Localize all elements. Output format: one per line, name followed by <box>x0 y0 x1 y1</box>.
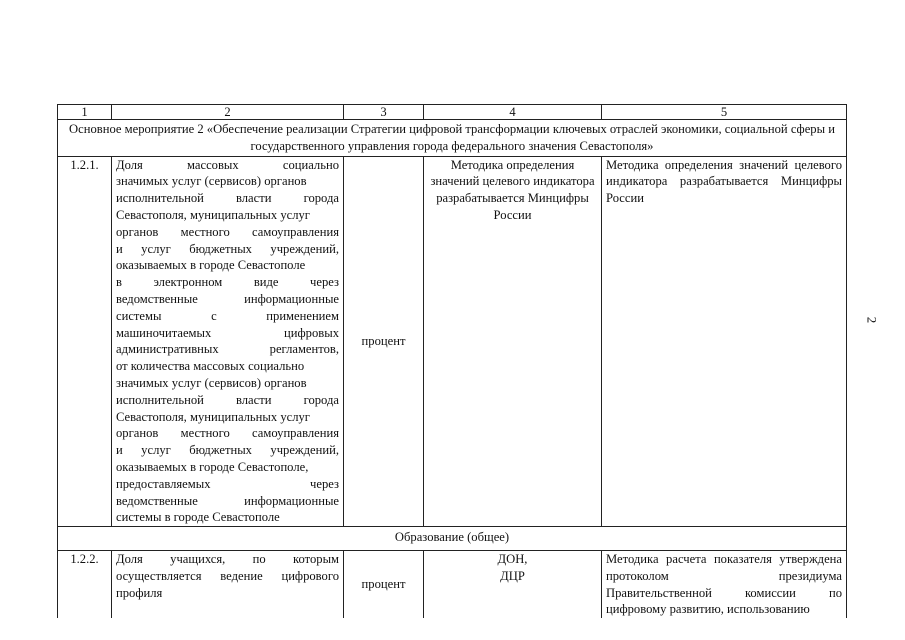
header-row <box>58 105 847 120</box>
header-col-3: 3 <box>344 105 424 120</box>
unit-cell: процент <box>344 156 424 527</box>
header-col-2: 2 <box>112 105 344 120</box>
method-note-cell: Методика определения значений целевого индикатора разрабатывается Минцифры России <box>602 156 847 527</box>
page-number: 2 <box>864 316 880 324</box>
header-col-1: 1 <box>58 105 112 120</box>
row-number: 1.2.1. <box>58 156 112 527</box>
method-source-cell: Методика определения значений целевого индикатора разрабатывается Минцифры России <box>424 156 602 527</box>
header-col-4: 4 <box>424 105 602 120</box>
unit-cell: процент <box>344 550 424 618</box>
table-row <box>58 156 847 527</box>
subsection-title: Образование (общее) <box>58 527 847 551</box>
section-row <box>58 120 847 157</box>
section-title: Основное мероприятие 2 «Обеспечение реализации Стратегии цифровой трансформации ключевых отраслей экономики, социальной сферы и государственного управления города федерального значения Севастополя» <box>58 120 847 157</box>
header-col-5: 5 <box>602 105 847 120</box>
responsible-cell: ДОН, ДЦР <box>424 550 602 618</box>
subsection-row <box>58 527 847 551</box>
row-number: 1.2.2. <box>58 550 112 618</box>
indicator-description: Доля массовых социально значимых услуг (сервисов) органов исполнительной власти города Севастополя, муниципальных услуг органов местного самоуправления и услуг бюджетных учреждений, оказываемых в городе Севастополе в электронном виде через ведомственные информационные системы с применением машиночитаемых цифровых административных регламентов, от количества массовых социально значимых услуг (сервисов) органов исполнительной власти города Севастополя, муниципальных услуг органов местного самоуправления и услуг бюджетных учреждений, оказываемых в городе Севастополе, предоставляемых через ведомственные информационные системы в городе Севастополе <box>112 156 344 527</box>
table-row <box>58 550 847 618</box>
indicator-description: Доля учащихся, по которым осуществляется ведение цифрового профиля <box>112 550 344 618</box>
method-note-cell: Методика расчета показателя утверждена протоколом президиума Правительственной комиссии по цифровому развитию, использованию <box>602 550 847 618</box>
indicators-table <box>57 104 847 618</box>
